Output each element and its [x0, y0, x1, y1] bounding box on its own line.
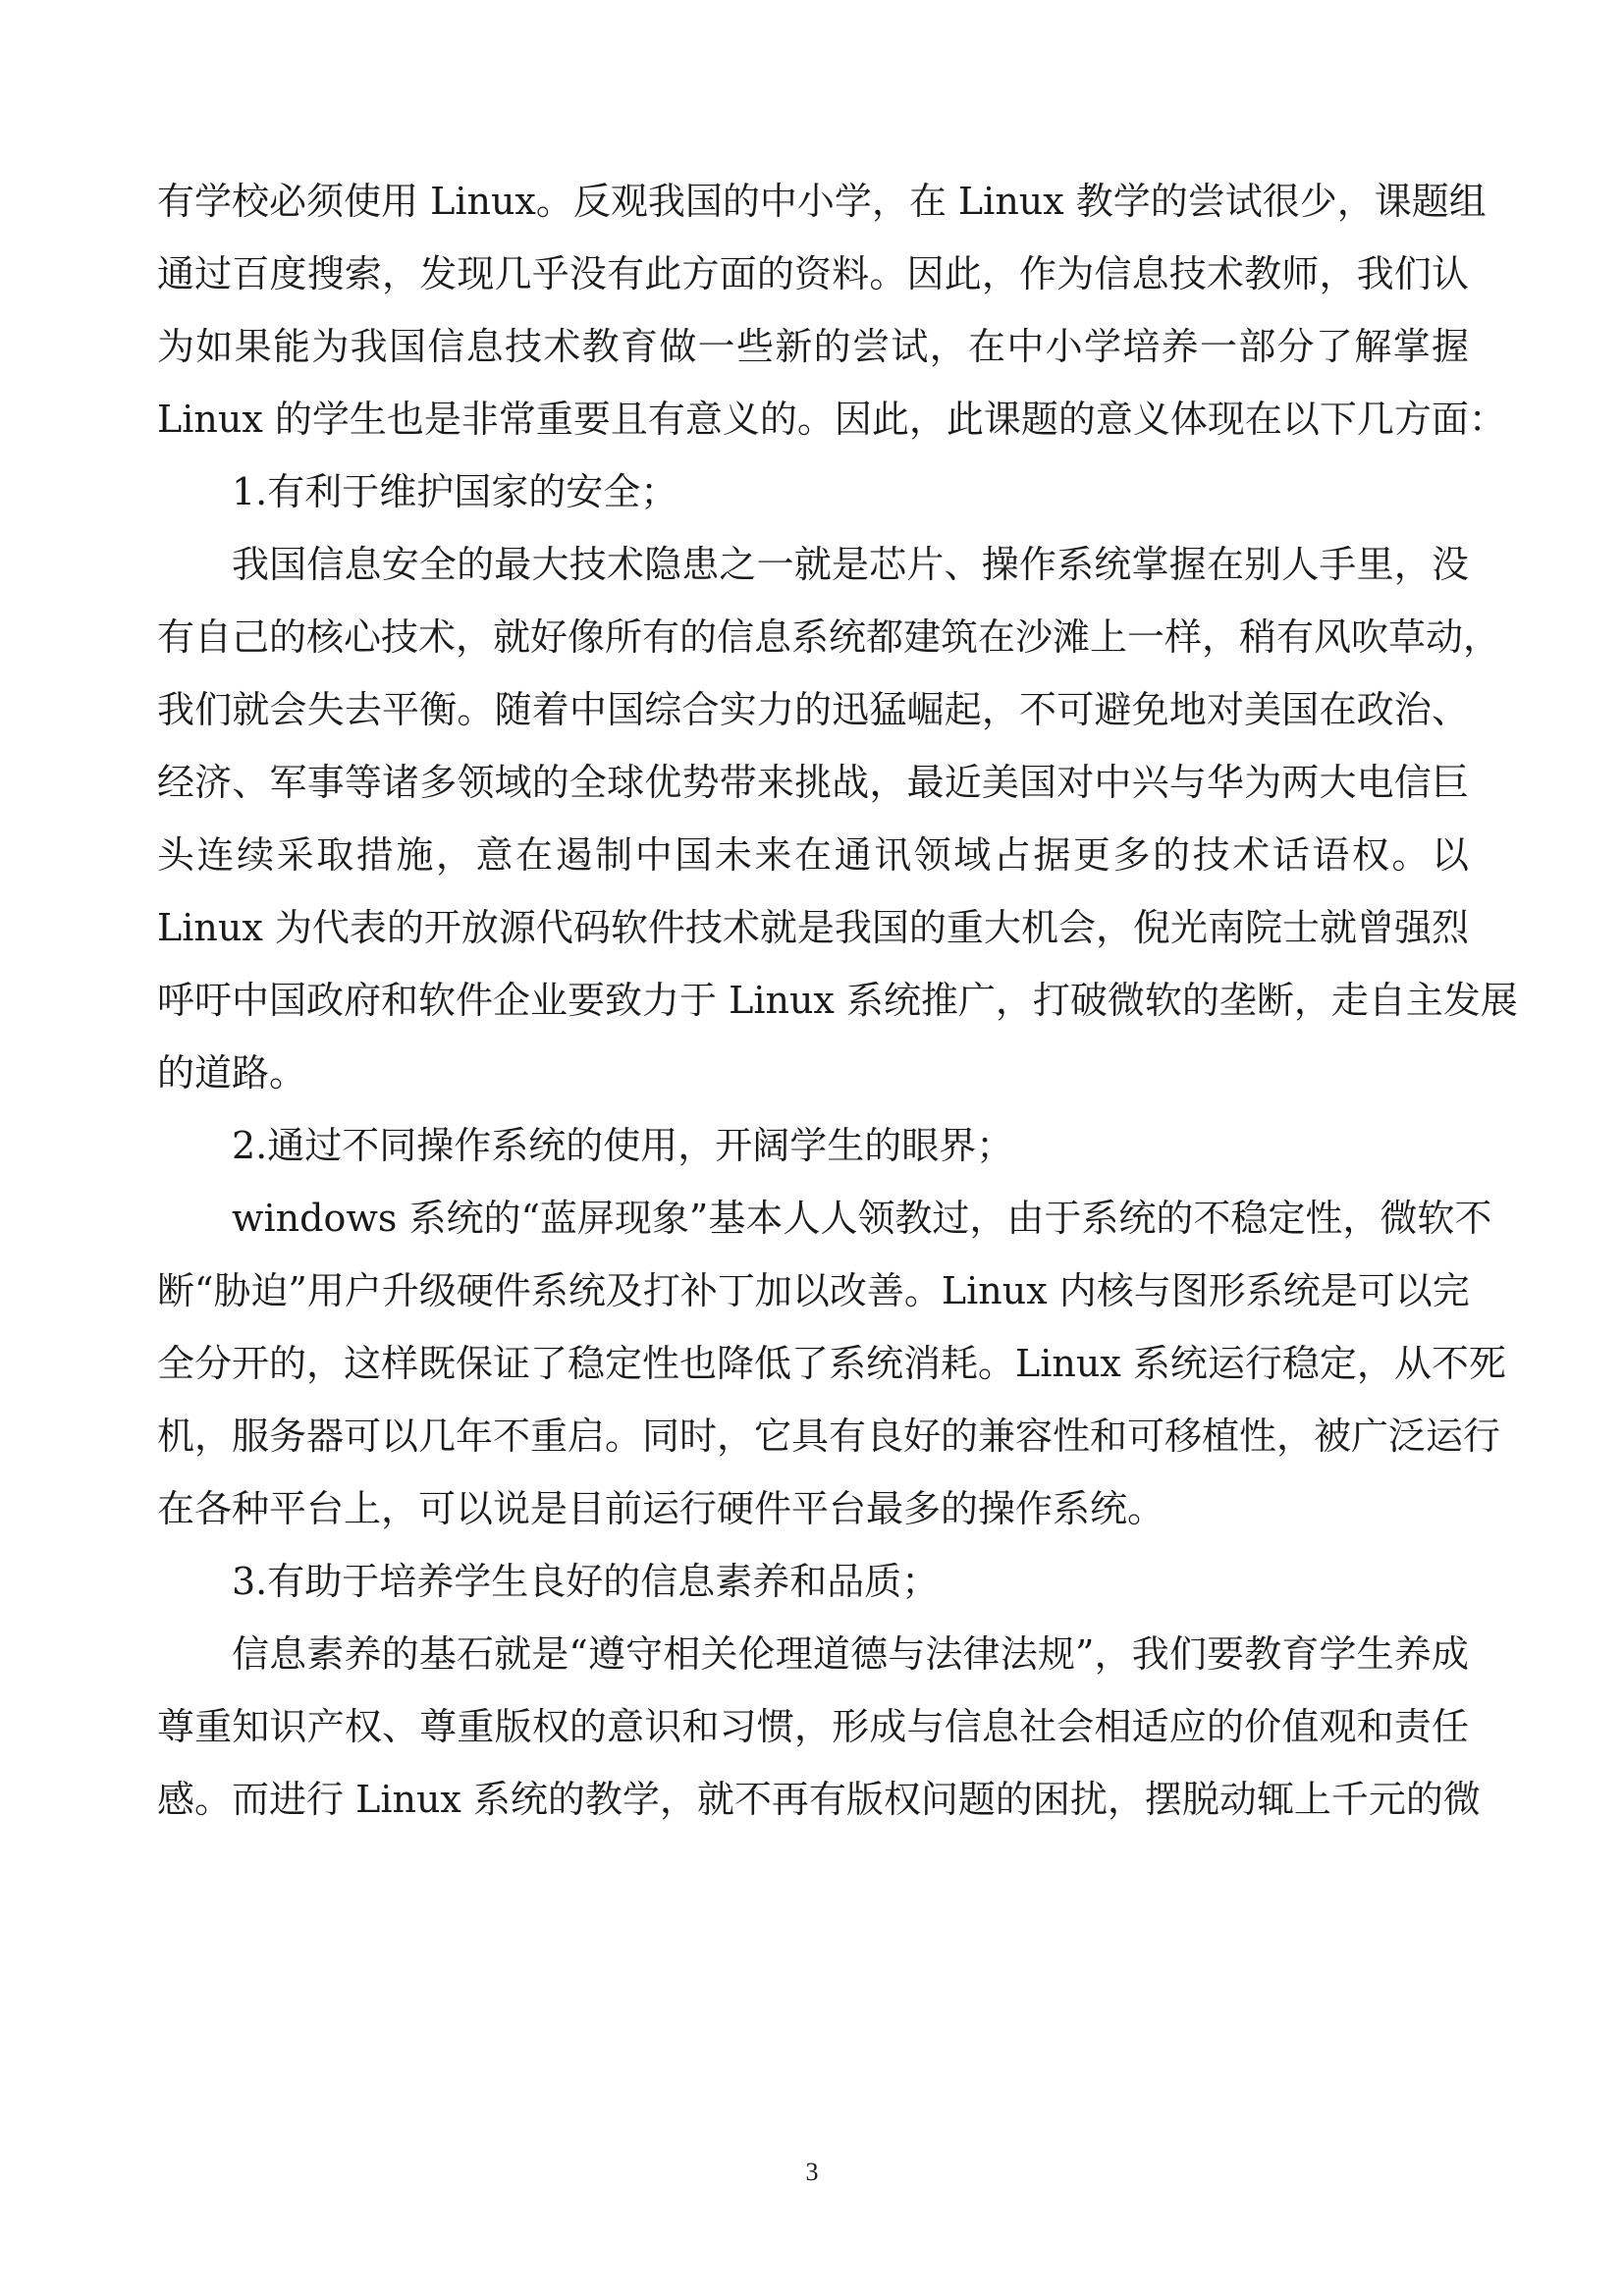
text-line: 断“胁迫”用户升级硬件系统及打补丁加以改善。Linux 内核与图形系统是可以完	[157, 1269, 1470, 1312]
list-heading: 3.有助于培养学生良好的信息素养和品质；	[232, 1560, 940, 1603]
text-line: 呼吁中国政府和软件企业要致力于 Linux 系统推广，打破微软的垄断，走自主发展	[157, 979, 1518, 1022]
text-line: 的道路。	[157, 1051, 307, 1095]
text-line: Linux 的学生也是非常重要且有意义的。因此，此课题的意义体现在以下几方面：	[157, 398, 1506, 441]
page-number: 3	[805, 2158, 819, 2186]
text-line: 感。而进行 Linux 系统的教学，就不再有版权问题的困扰，摆脱动辄上千元的微	[157, 1778, 1481, 1821]
text-line: 为如果能为我国信息技术教育做一些新的尝试，在中小学培养一部分了解掌握	[157, 325, 1469, 368]
text-line: 我国信息安全的最大技术隐患之一就是芯片、操作系统掌握在别人手里，没	[232, 543, 1469, 586]
text-line: 头连续采取措施，意在遏制中国未来在通讯领域占据更多的技术话语权。以	[157, 833, 1469, 877]
text-line: 机，服务器可以几年不重启。同时，它具有良好的兼容性和可移植性，被广泛运行	[157, 1415, 1501, 1458]
text-line: 在各种平台上，可以说是目前运行硬件平台最多的操作系统。	[157, 1487, 1165, 1530]
text-line: windows 系统的“蓝屏现象”基本人人领教过，由于系统的不稳定性，微软不	[232, 1197, 1492, 1240]
text-line: 有自己的核心技术，就好像所有的信息系统都建筑在沙滩上一样，稍有风吹草动，	[157, 615, 1501, 659]
text-line: 我们就会失去平衡。随着中国综合实力的迅猛崛起，不可避免地对美国在政治、	[157, 688, 1469, 731]
text-line: 信息素养的基石就是“遵守相关伦理道德与法律法规”，我们要教育学生养成	[232, 1632, 1469, 1676]
list-heading: 2.通过不同操作系统的使用，开阔学生的眼界；	[232, 1124, 1014, 1167]
text-line: 尊重知识产权、尊重版权的意识和习惯，形成与信息社会相适应的价值观和责任	[157, 1705, 1469, 1748]
text-line: 通过百度搜索，发现几乎没有此方面的资料。因此，作为信息技术教师，我们认	[157, 252, 1469, 295]
list-heading: 1.有利于维护国家的安全；	[232, 470, 678, 513]
text-line: 有学校必须使用 Linux。反观我国的中小学，在 Linux 教学的尝试很少，课题组	[157, 180, 1487, 223]
text-line: Linux 为代表的开放源代码软件技术就是我国的重大机会，倪光南院士就曾强烈	[157, 906, 1469, 949]
text-line: 经济、军事等诸多领域的全球优势带来挑战，最近美国对中兴与华为两大电信巨	[157, 761, 1469, 804]
text-line: 全分开的，这样既保证了稳定性也降低了系统消耗。Linux 系统运行稳定，从不死	[157, 1342, 1506, 1385]
